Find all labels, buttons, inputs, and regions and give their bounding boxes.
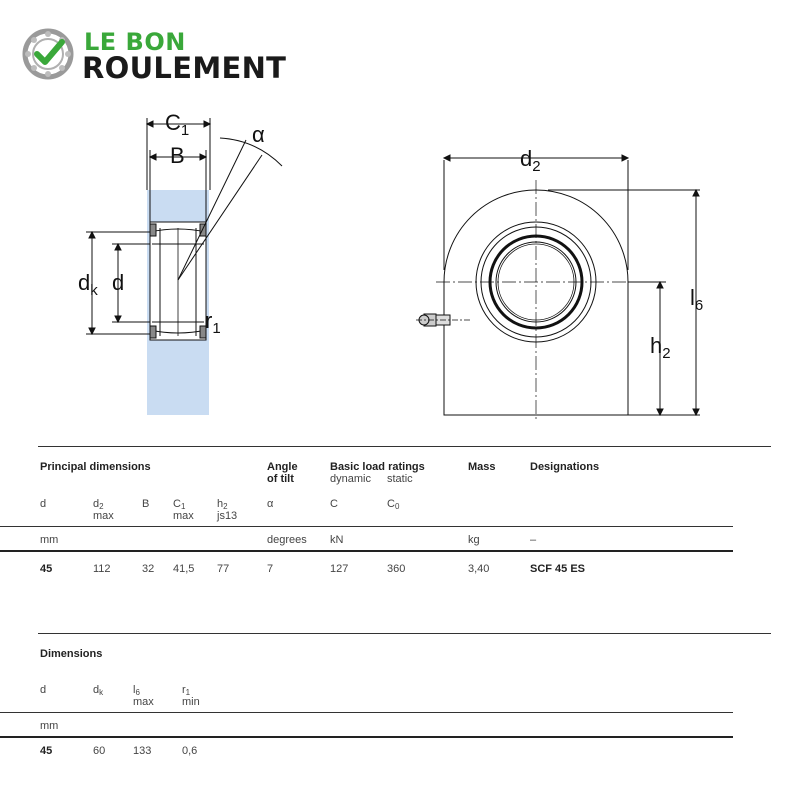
header-static: static [387, 473, 413, 485]
col-d2: d2 [93, 498, 104, 511]
col2-l6: l6 [133, 684, 140, 697]
logo-text-line1: LE BON [84, 28, 186, 56]
row-d2: 112 [93, 563, 111, 575]
svg-text:dk [78, 270, 98, 299]
row2-d: 45 [40, 745, 53, 757]
svg-text:d2 [520, 146, 541, 175]
label-b: B [170, 143, 185, 168]
col-c0: C0 [387, 498, 400, 511]
row2-l6: 133 [133, 745, 152, 757]
col2-r1-note: min [182, 696, 200, 708]
unit-kn: kN [330, 534, 344, 546]
row-d: 45 [40, 563, 53, 575]
col2-dk: dk [93, 684, 104, 697]
row-designation: SCF 45 ES [530, 563, 586, 575]
label-l6-sub: 6 [694, 297, 704, 314]
row-c0: 360 [387, 563, 406, 575]
col-c1-note: max [173, 510, 194, 522]
header-angle: Angle [267, 461, 298, 473]
label-dk: d [78, 270, 91, 295]
row2-r1: 0,6 [182, 745, 198, 757]
unit-dash: – [530, 534, 537, 546]
svg-text:h2 [650, 333, 671, 362]
unit-degrees: degrees [267, 534, 307, 546]
unit-mm: mm [40, 534, 59, 546]
col-h2-note: js13 [217, 510, 238, 522]
col2-r1: r1 [182, 684, 191, 697]
label-d2: d [520, 146, 533, 171]
table2-top-rule [38, 633, 771, 634]
label-h2: h [650, 333, 663, 358]
row2-dk: 60 [93, 745, 106, 757]
label-alpha: α [252, 122, 265, 147]
table1-top-rule [38, 446, 771, 447]
col-d: d [40, 498, 47, 510]
col-d2-note: max [93, 510, 114, 522]
svg-text:l6 [690, 285, 703, 314]
label-dk-sub: k [90, 282, 98, 299]
logo-text-line2: ROULEMENT [82, 51, 287, 85]
header-mass: Mass [468, 461, 496, 473]
col-c1: C1 [173, 498, 186, 511]
label-r1: r [205, 308, 213, 333]
svg-text:r1 [205, 308, 221, 337]
label-r1-sub: 1 [212, 320, 221, 337]
table1-units-rule [0, 550, 733, 552]
table2-units-rule [0, 736, 733, 738]
header-designations: Designations [530, 461, 600, 473]
label-h2-sub: 2 [662, 345, 671, 362]
col2-d: d [40, 684, 47, 696]
label-d: d [112, 270, 125, 295]
row-c1: 41,5 [173, 563, 195, 575]
row-c: 127 [330, 563, 349, 575]
front-view [416, 155, 700, 420]
label-d2-sub: 2 [532, 158, 541, 175]
svg-text:C1 [165, 110, 189, 139]
row-mass: 3,40 [468, 563, 490, 575]
table1-header-rule [0, 526, 733, 527]
unit2-mm: mm [40, 720, 59, 732]
header-principal-dimensions: Principal dimensions [40, 461, 151, 473]
col-b: B [142, 498, 150, 510]
header-basic-load-ratings: Basic load ratings [330, 461, 425, 473]
col2-l6-note: max [133, 696, 154, 708]
unit-kg: kg [468, 534, 480, 546]
row-h2: 77 [217, 563, 230, 575]
header-dynamic: dynamic [330, 473, 371, 485]
header-dimensions: Dimensions [40, 648, 103, 660]
col-alpha: α [267, 498, 274, 510]
table2-header-rule [0, 712, 733, 713]
label-c1-sub: 1 [180, 122, 190, 139]
label-c1: C [165, 110, 181, 135]
label-l6: l [690, 285, 695, 310]
col-c: C [330, 498, 338, 510]
row-b: 32 [142, 563, 155, 575]
col-h2: h2 [217, 498, 228, 511]
row-alpha: 7 [267, 563, 274, 575]
header-angle-line2: of tilt [267, 473, 294, 485]
